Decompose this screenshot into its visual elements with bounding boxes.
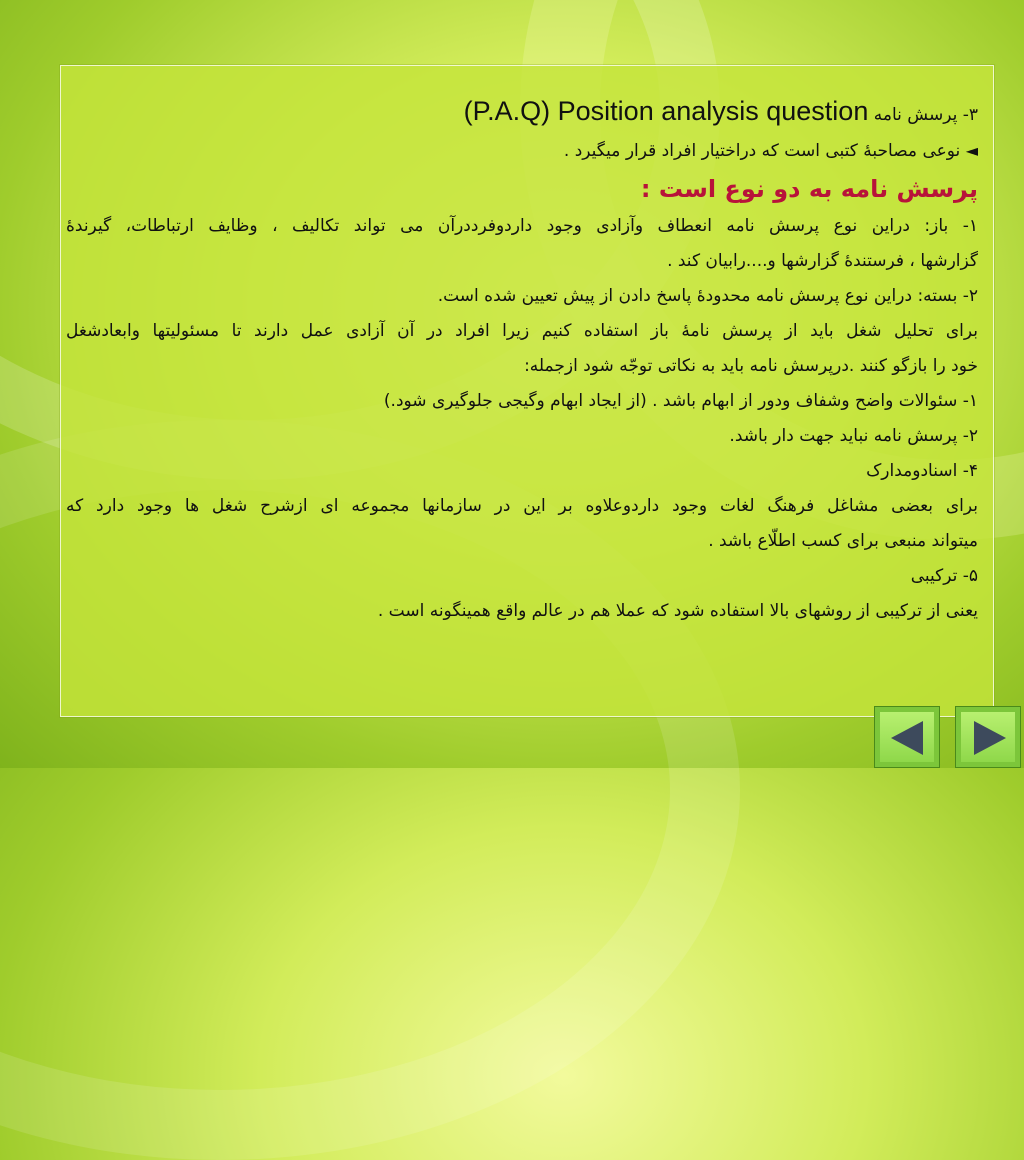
slide-title [66, 94, 978, 133]
body-line: برای بعضی مشاغل فرهنگ لغات وجود داردوعلاوه بر این در سازمانها مجموعه ای ازشرح شغل ها وجود دارد که [66, 496, 978, 516]
previous-slide-button[interactable] [874, 706, 940, 768]
body-line: ۴- اسنادومدارک [866, 461, 978, 481]
body-line: خود را بازگو کنند .درپرسش نامه باید به نکاتی توجّه شود ازجمله: [524, 356, 978, 376]
next-arrow-icon [966, 717, 1012, 759]
bullet-line [66, 133, 978, 169]
body-line: ۲- پرسش نامه نباید جهت دار باشد. [729, 426, 978, 446]
body-line: میتواند منبعی برای کسب اطلّاع باشد . [708, 531, 978, 551]
body-line: ۵- ترکیبی [910, 566, 978, 586]
body-line: ۲- بسته: دراین نوع پرسش نامه محدودۀ پاسخ دادن از پیش تعیین شده است. [437, 286, 978, 306]
body-line: یعنی از ترکیبی از روشهای بالا استفاده شود که عملا هم در عالم واقع همینگونه است . [377, 601, 978, 621]
slide-title-latin: (P.A.Q) Position analysis question [463, 96, 869, 126]
slide-content [66, 94, 978, 629]
bullet-arrow-icon: ◄ [965, 141, 978, 160]
slide-title-prefix: ۳- پرسش نامه [868, 105, 978, 125]
body-line: ۱- باز: دراین نوع پرسش نامه انعطاف وآزادی وجود داردوفرددرآن می تواند تکالیف ، وظایف ارتباطات، گیرندۀ [66, 216, 978, 236]
prev-arrow-icon [885, 717, 931, 759]
body-line: برای تحلیل شغل باید از پرسش نامۀ باز استفاده کنیم زیرا افراد در آن آزادی عمل دارند تا مسئولیتها وابعادشغل [66, 321, 978, 341]
next-slide-button[interactable] [955, 706, 1021, 768]
body-line: ۱- سئوالات واضح وشفاف ودور از ابهام باشد . (از ایجاد ابهام وگیجی جلوگیری شود.) [383, 391, 978, 411]
section-heading: پرسش نامه به دو نوع است : [640, 175, 978, 203]
body-line: گزارشها ، فرستندۀ گزارشها و....رابیان کند . [667, 251, 978, 271]
bullet-text: نوعی مصاحبۀ کتبی است که دراختیار افراد قرار میگیرد . [563, 141, 961, 161]
